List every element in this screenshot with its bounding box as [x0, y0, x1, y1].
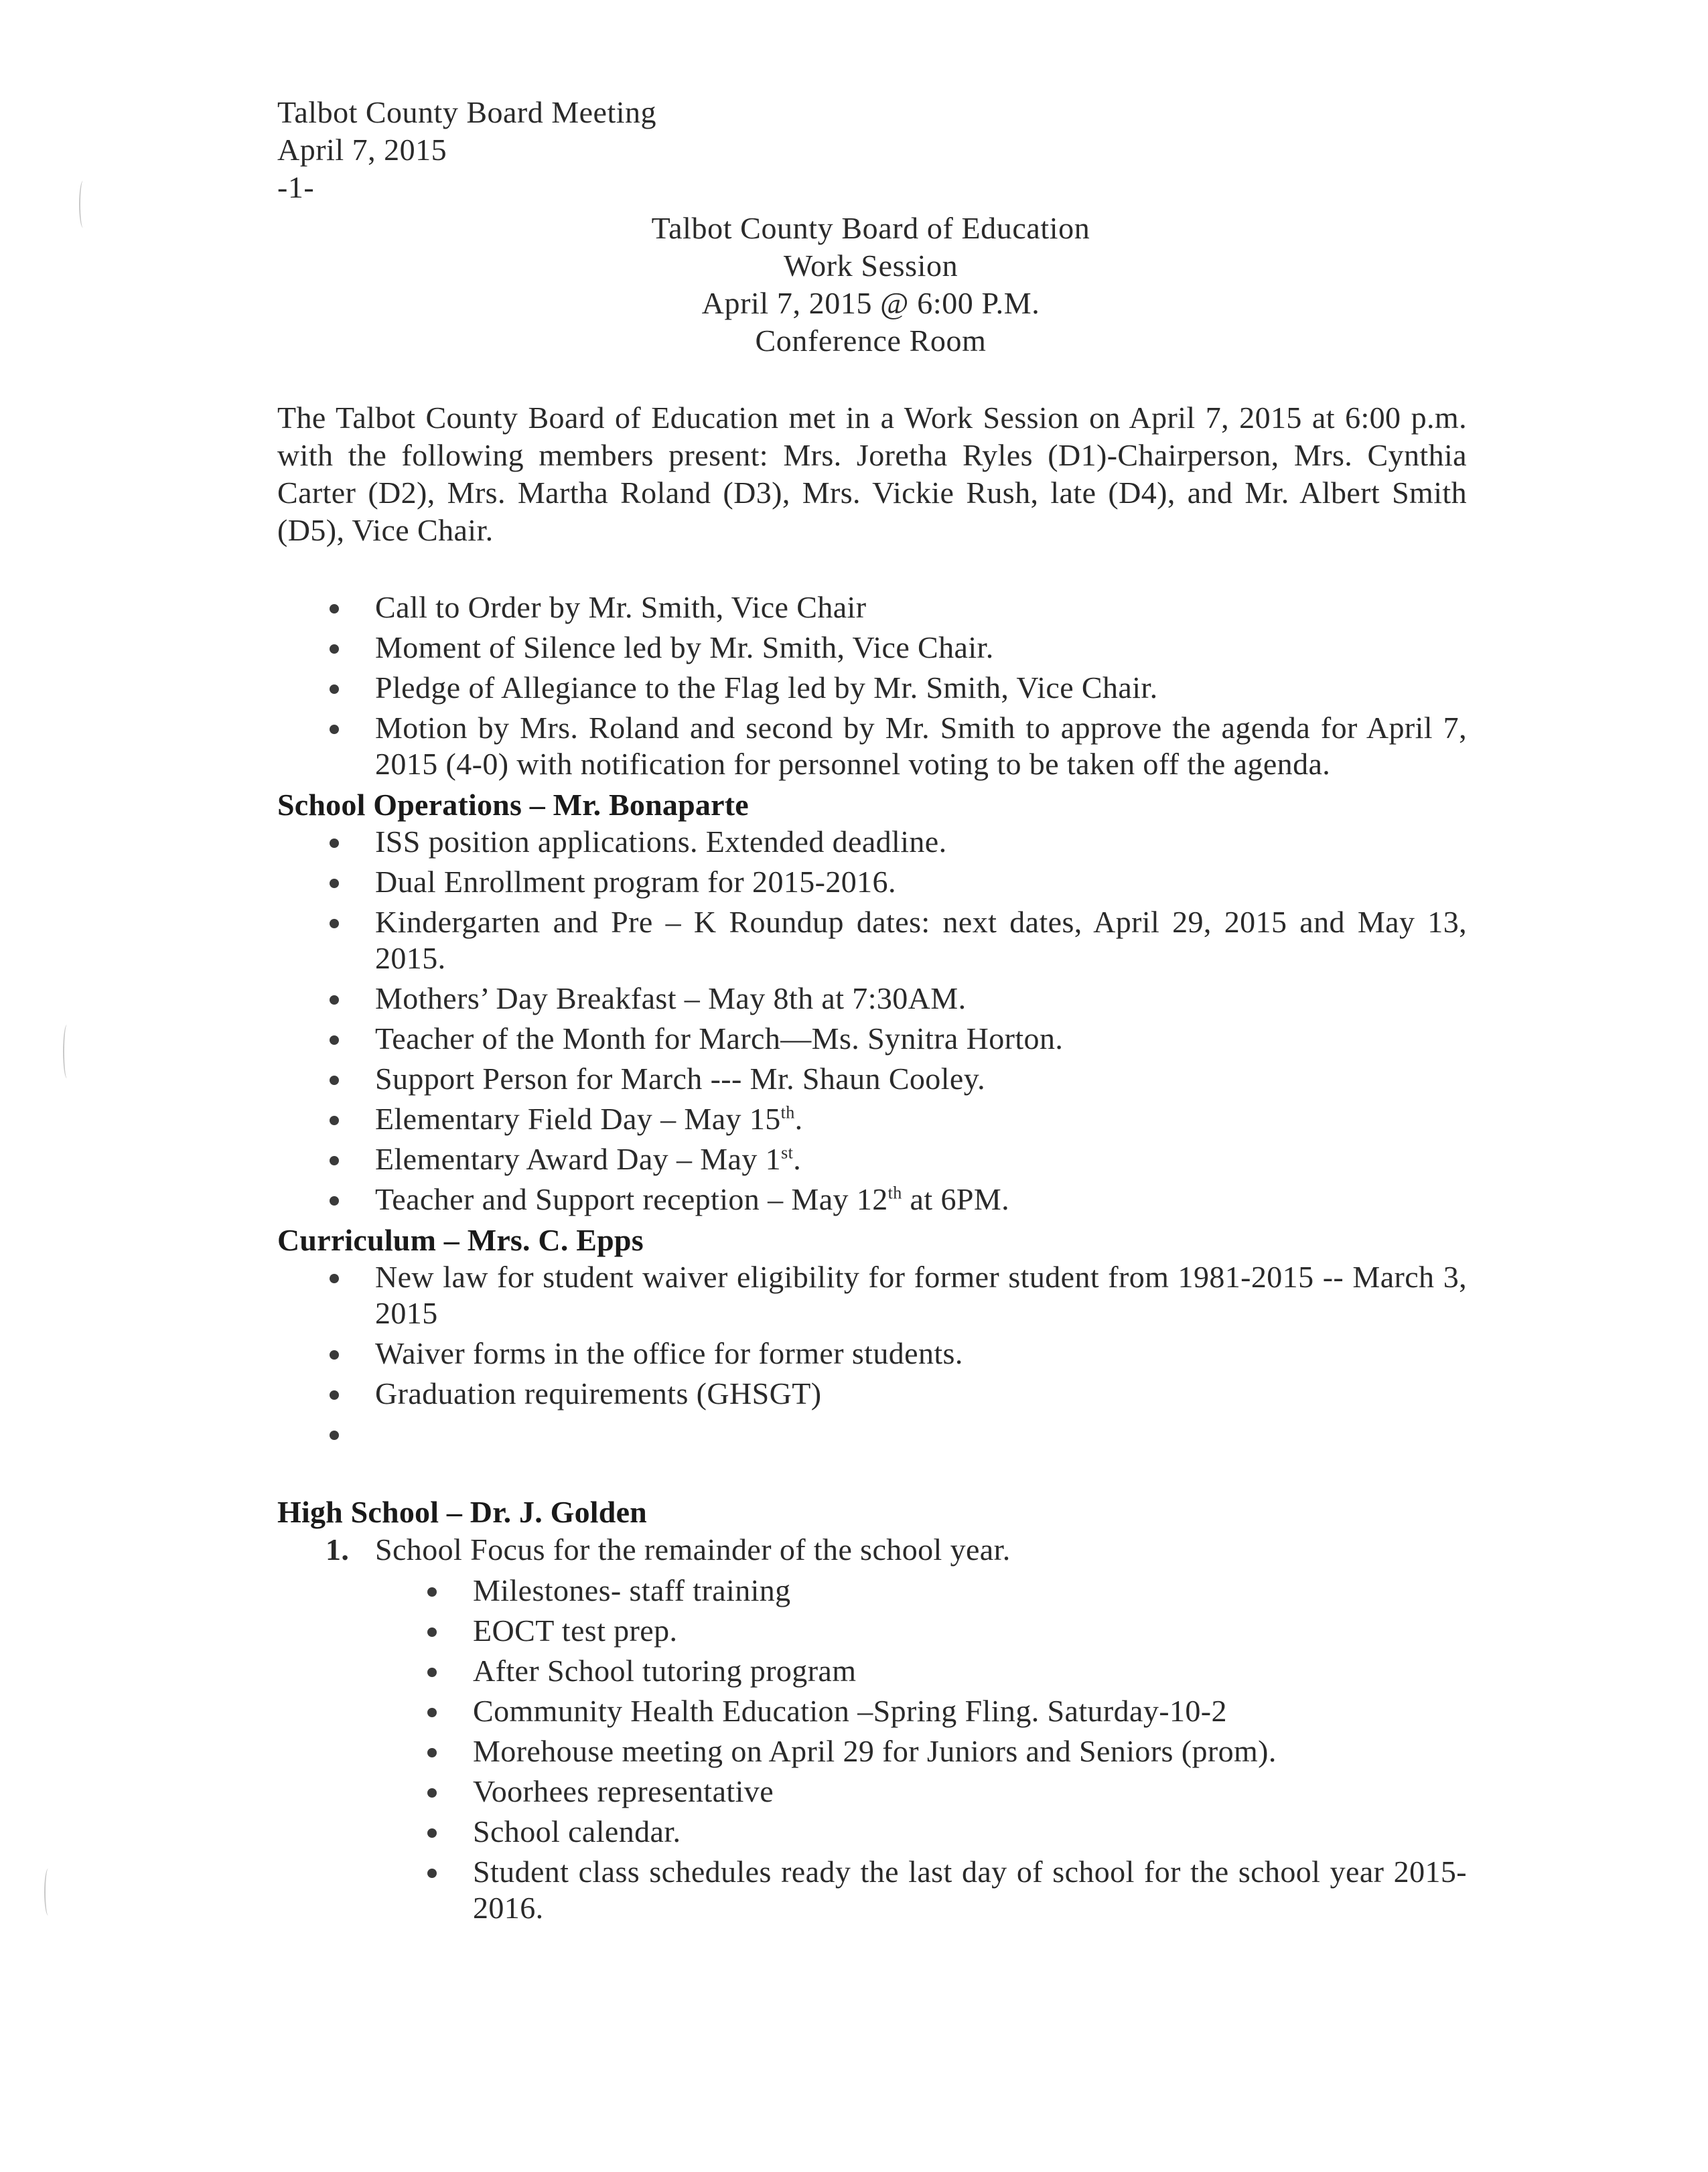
school-operations-list — [277, 824, 1467, 1218]
document-header — [277, 94, 656, 206]
numbered-item — [277, 1531, 1467, 1926]
list-item: ISS position applications. Extended deadline. — [277, 824, 1467, 860]
reception-text: Teacher and Support reception – May 12 — [375, 1182, 888, 1216]
empty-list-item — [277, 1416, 1467, 1452]
curriculum-list — [277, 1259, 1467, 1452]
list-item: Graduation requirements (GHSGT) — [277, 1376, 1467, 1412]
list-item: EOCT test prep. — [375, 1613, 1467, 1649]
high-school-numbered-list — [277, 1531, 1467, 1926]
list-item — [277, 1101, 1467, 1137]
ordinal-suffix: th — [887, 1183, 902, 1203]
field-day-text: Elementary Field Day – May 15 — [375, 1102, 781, 1136]
list-item: Community Health Education –Spring Fling. Saturday-10-2 — [375, 1693, 1467, 1729]
list-item: Support Person for March --- Mr. Shaun Cooley. — [277, 1061, 1467, 1097]
field-day-tail: . — [794, 1102, 803, 1136]
numbered-item-text: School Focus for the remainder of the school year. — [375, 1532, 1011, 1567]
ordinal-suffix: st — [781, 1143, 794, 1163]
award-day-text: Elementary Award Day – May 1 — [375, 1142, 782, 1176]
list-item: Morehouse meeting on April 29 for Juniors and Seniors (prom). — [375, 1733, 1467, 1769]
list-item: Kindergarten and Pre – K Roundup dates: next dates, April 29, 2015 and May 13, 2015. — [277, 904, 1467, 976]
title-location: Conference Room — [755, 323, 987, 358]
list-item: After School tutoring program — [375, 1653, 1467, 1689]
list-item — [277, 1181, 1467, 1218]
ordinal-suffix: th — [780, 1102, 795, 1123]
list-item: Student class schedules ready the last day of school for the school year 2015-2016. — [375, 1854, 1467, 1926]
list-item: Milestones- staff training — [375, 1573, 1467, 1609]
header-meeting-name: Talbot County Board Meeting — [277, 95, 657, 129]
list-item: Mothers’ Day Breakfast – May 8th at 7:30AM. — [277, 981, 1467, 1017]
title-date-time: April 7, 2015 @ 6:00 P.M. — [701, 286, 1040, 320]
scan-artifact — [44, 1869, 52, 1915]
document-title — [469, 210, 1273, 360]
reception-tail: at 6PM. — [902, 1182, 1010, 1216]
list-item: Voorhees representative — [375, 1773, 1467, 1810]
title-session-type: Work Session — [783, 248, 958, 283]
list-item — [277, 1141, 1467, 1177]
list-item: Teacher of the Month for March—Ms. Synitra Horton. — [277, 1021, 1467, 1057]
section-gap — [277, 1456, 1467, 1494]
list-item: School calendar. — [375, 1814, 1467, 1850]
list-item: Call to Order by Mr. Smith, Vice Chair — [277, 589, 1467, 626]
list-item: Motion by Mrs. Roland and second by Mr. Smith to approve the agenda for April 7, 2015 (4-0) with notification for personnel voting to be taken off the agenda. — [277, 710, 1467, 782]
page-number: -1- — [277, 170, 315, 204]
item-number: 1. — [326, 1532, 350, 1567]
title-board-name: Talbot County Board of Education — [651, 211, 1090, 245]
scan-artifact — [63, 1025, 71, 1078]
agenda-body — [277, 589, 1467, 1930]
intro-paragraph: The Talbot County Board of Education met in a Work Session on April 7, 2015 at 6:00 p.m. with the following members present: Mrs. Joretha Ryles (D1)-Chairperson, Mrs. Cynthia Carter (D2), Mrs. Martha Roland (D3), Mrs. Vickie Rush, late (D4), and Mr. Albert Smith (D5), Vice Chair. — [277, 401, 1467, 547]
school-focus-list — [375, 1573, 1467, 1926]
list-item: Moment of Silence led by Mr. Smith, Vice Chair. — [277, 630, 1467, 666]
list-item: New law for student waiver eligibility for former student from 1981-2015 -- March 3, 2015 — [277, 1259, 1467, 1331]
section-heading-school-operations: School Operations – Mr. Bonaparte — [277, 788, 749, 822]
list-item: Waiver forms in the office for former students. — [277, 1335, 1467, 1372]
section-heading-high-school: High School – Dr. J. Golden — [277, 1495, 647, 1529]
header-date: April 7, 2015 — [277, 133, 447, 167]
award-day-tail: . — [793, 1142, 802, 1176]
scan-artifact — [79, 181, 87, 228]
opening-items-list — [277, 589, 1467, 782]
list-item: Pledge of Allegiance to the Flag led by Mr. Smith, Vice Chair. — [277, 670, 1467, 706]
section-heading-curriculum: Curriculum – Mrs. C. Epps — [277, 1223, 644, 1257]
list-item: Dual Enrollment program for 2015-2016. — [277, 864, 1467, 900]
